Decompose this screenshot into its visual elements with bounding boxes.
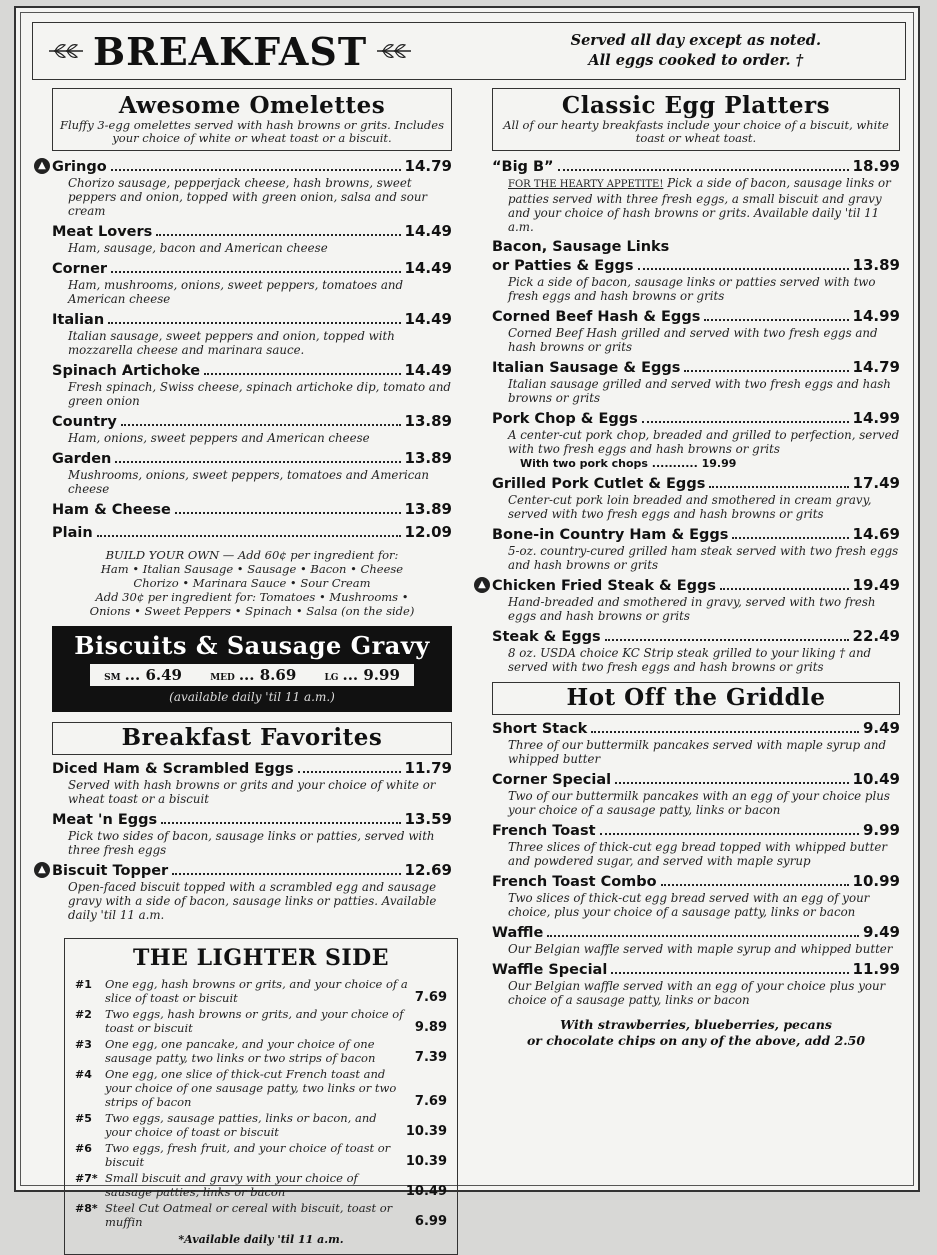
menu-item: Corner Special 10.49 Two of our buttermilk pancakes with an egg of your choice plus your choice of a sausage patty, links or bacon bbox=[492, 770, 900, 817]
menu-item: Country 13.89 Ham, onions, sweet peppers and American cheese bbox=[52, 412, 452, 445]
menu-item: ▲ Gringo 14.79 Chorizo sausage, pepperjack cheese, hash browns, sweet peppers and onion, topped with green onion, salsa and sour cream bbox=[52, 157, 452, 218]
omelettes-header bbox=[52, 88, 452, 151]
omelettes-list bbox=[38, 157, 452, 618]
gravy-availability: (available daily 'til 11 a.m.) bbox=[169, 690, 335, 704]
thumbs-up-icon: ▲ bbox=[34, 862, 50, 878]
griddle-footnote: With strawberries, blueberries, pecans or chocolate chips on any of the above, add 2.50 bbox=[526, 1017, 866, 1048]
holly-sprig-icon bbox=[47, 40, 85, 62]
lighter-item: #8* Steel Cut Oatmeal or cereal with biscuit, toast or muffin 6.99 bbox=[75, 1201, 447, 1229]
lighter-item: #1 One egg, hash browns or grits, and your choice of a slice of toast or biscuit 7.69 bbox=[75, 977, 447, 1005]
header-note: Served all day except as noted. All eggs cooked to order. † bbox=[570, 32, 821, 69]
lighter-item: #2 Two eggs, hash browns or grits, and your choice of toast or biscuit 9.89 bbox=[75, 1007, 447, 1035]
menu-item: Short Stack 9.49 Three of our buttermilk pancakes served with maple syrup and whipped butter bbox=[492, 719, 900, 766]
gravy-box bbox=[52, 626, 452, 712]
menu-item: ▲ Chicken Fried Steak & Eggs 19.49 Hand-breaded and smothered in gravy, served with two fresh eggs and hash browns or grits bbox=[492, 576, 900, 623]
menu-item: Meat 'n Eggs 13.59 Pick two sides of bacon, sausage links or patties, served with three fresh eggs bbox=[52, 810, 452, 857]
favorites-list bbox=[38, 759, 452, 922]
menu-item: Waffle 9.49 Our Belgian waffle served with maple syrup and whipped butter bbox=[492, 923, 900, 956]
menu-item: ▲ Biscuit Topper 12.69 Open-faced biscuit topped with a scrambled egg and sausage gravy with a side of bacon, sausage links or patties. Available daily 'til 11 a.m. bbox=[52, 861, 452, 922]
pork-chop-upgrade: With two pork chops ........... 19.99 bbox=[520, 457, 737, 470]
menu-item: Italian 14.49 Italian sausage, sweet peppers and onion, topped with mozzarella cheese and marinara sauce. bbox=[52, 310, 452, 357]
menu-item: Bacon, Sausage Links or Patties & Eggs 13.89 Pick a side of bacon, sausage links or patties served with two fresh eggs and hash browns or grits bbox=[492, 239, 900, 303]
favorites-header bbox=[52, 722, 452, 755]
gravy-sizes: SM ... 6.49 MED ... 8.69 LG ... 9.99 bbox=[90, 664, 414, 686]
menu-item: Corned Beef Hash & Eggs 14.99 Corned Beef Hash grilled and served with two fresh eggs and hash browns or grits bbox=[492, 307, 900, 354]
menu-item: Plain 12.09 bbox=[52, 523, 452, 541]
menu-item: Garden 13.89 Mushrooms, onions, sweet peppers, tomatoes and American cheese bbox=[52, 449, 452, 496]
menu-item: “Big B” 18.99 FOR THE HEARTY APPETITE! Pick a side of bacon, sausage links or patties served with three fresh eggs, a small biscuit and gravy and your choice of hash browns or grits. Available daily 'til 11 a.m. bbox=[492, 157, 900, 234]
right-column bbox=[478, 88, 900, 1049]
thumbs-up-icon: ▲ bbox=[34, 158, 50, 174]
lighter-item: #6 Two eggs, fresh fruit, and your choice of toast or biscuit 10.39 bbox=[75, 1141, 447, 1169]
menu-item: Ham & Cheese 13.89 bbox=[52, 500, 452, 518]
menu-item: Corner 14.49 Ham, mushrooms, onions, sweet peppers, tomatoes and American cheese bbox=[52, 259, 452, 306]
page-title: BREAKFAST bbox=[93, 28, 368, 74]
menu-item: Steak & Eggs 22.49 8 oz. USDA choice KC Strip steak grilled to your liking † and served with two fresh eggs and hash browns or grits bbox=[492, 627, 900, 674]
menu-item: Waffle Special 11.99 Our Belgian waffle served with an egg of your choice plus your choice of a sausage patty, links or bacon bbox=[492, 960, 900, 1007]
thumbs-up-icon: ▲ bbox=[474, 577, 490, 593]
lighter-item: #7* Small biscuit and gravy with your choice of sausage patties, links or bacon 10.49 bbox=[75, 1171, 447, 1199]
menu-item: Spinach Artichoke 14.49 Fresh spinach, Swiss cheese, spinach artichoke dip, tomato and green onion bbox=[52, 361, 452, 408]
menu-item: French Toast 9.99 Three slices of thick-cut egg bread topped with whipped butter and powdered sugar, and served with maple syrup bbox=[492, 821, 900, 868]
section-title-favorites: Breakfast Favorites bbox=[121, 724, 383, 751]
section-title-gravy: Biscuits & Sausage Gravy bbox=[74, 631, 430, 660]
lighter-item: #3 One egg, one pancake, and your choice of one sausage patty, two links or two strips of bacon 7.39 bbox=[75, 1037, 447, 1065]
lighter-item: #5 Two eggs, sausage patties, links or bacon, and your choice of toast or biscuit 10.39 bbox=[75, 1111, 447, 1139]
section-title-platters: Classic Egg Platters bbox=[561, 92, 831, 119]
section-title-lighter: THE LIGHTER SIDE bbox=[132, 945, 390, 971]
menu-item: Meat Lovers 14.49 Ham, sausage, bacon and American cheese bbox=[52, 222, 452, 255]
lighter-item: #4 One egg, one slice of thick-cut French toast and your choice of one sausage patty, two links or two strips of bacon 7.69 bbox=[75, 1067, 447, 1109]
lighter-footnote: *Available daily 'til 11 a.m. bbox=[178, 1233, 344, 1246]
omelettes-note: Fluffy 3-egg omelettes served with hash browns or grits. Includes your choice of white or wheat toast or a biscuit. bbox=[59, 118, 444, 145]
menu-item: Bone-in Country Ham & Eggs 14.69 5-oz. country-cured grilled ham steak served with two fresh eggs and hash browns or grits bbox=[492, 525, 900, 572]
section-title-griddle: Hot Off the Griddle bbox=[566, 684, 826, 711]
section-title-omelettes: Awesome Omelettes bbox=[118, 92, 386, 119]
griddle-header bbox=[492, 682, 900, 715]
menu-item: Pork Chop & Eggs 14.99 A center-cut pork chop, breaded and grilled to perfection, served with two fresh eggs and hash browns or grits With two pork chops ........... 19.99 bbox=[492, 409, 900, 470]
menu-header bbox=[32, 22, 906, 80]
platters-header bbox=[492, 88, 900, 151]
menu-item: Italian Sausage & Eggs 14.79 Italian sausage grilled and served with two fresh eggs and hash browns or grits bbox=[492, 358, 900, 405]
holly-sprig-icon bbox=[375, 40, 413, 62]
lighter-side-box bbox=[64, 938, 458, 1255]
menu-item: Diced Ham & Scrambled Eggs 11.79 Served with hash browns or grits and your choice of white or wheat toast or a biscuit bbox=[52, 759, 452, 806]
menu-page bbox=[14, 6, 920, 1246]
left-column bbox=[38, 88, 452, 1255]
menu-item: Grilled Pork Cutlet & Eggs 17.49 Center-cut pork loin breaded and smothered in cream gravy, served with two fresh eggs and hash browns or grits bbox=[492, 474, 900, 521]
platters-note: All of our hearty breakfasts include your choice of a biscuit, white toast or wheat toast. bbox=[503, 118, 889, 145]
build-your-own: BUILD YOUR OWN — Add 60¢ per ingredient for: Ham • Italian Sausage • Sausage • Bacon • Cheese Chorizo • Marinara Sauce • Sour Cream Add 30¢ per ingredient for: Tomatoes • Mushrooms • Onions • Sweet Peppers • Spinach • Salsa (on the side) bbox=[89, 548, 415, 618]
menu-item: French Toast Combo 10.99 Two slices of thick-cut egg bread served with an egg of your choice, plus your choice of a sausage patty, links or bacon bbox=[492, 872, 900, 919]
